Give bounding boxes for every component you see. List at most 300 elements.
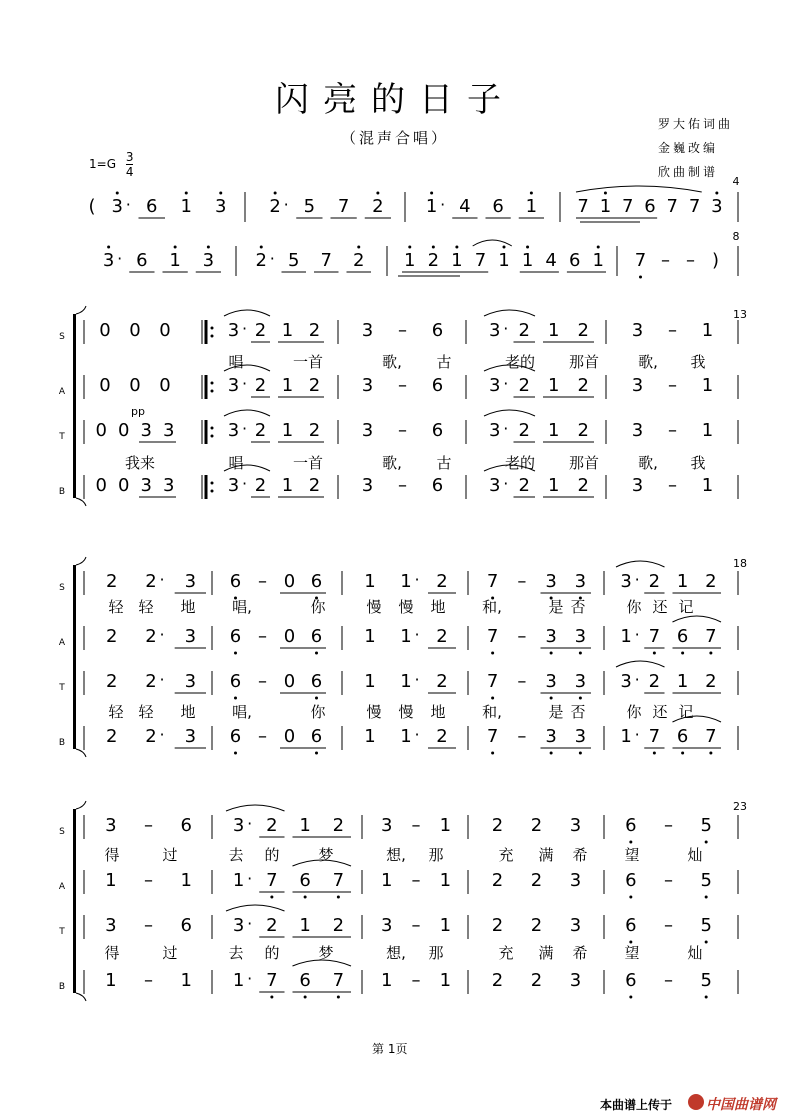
octave-dot — [653, 752, 656, 755]
note: 2 — [518, 375, 530, 396]
octave-dot — [408, 246, 411, 249]
note: – — [686, 250, 695, 271]
note: 1 — [676, 571, 689, 592]
note: – — [517, 671, 527, 692]
note: 0 — [118, 475, 130, 496]
system-bracket — [73, 565, 76, 749]
part-label-t: T — [59, 432, 65, 442]
lyric-soprano: 是 — [548, 598, 564, 616]
note: 2 — [491, 870, 504, 891]
lyric-tenor: 否 — [570, 703, 586, 721]
note: 2 — [491, 815, 504, 836]
note: 1 — [299, 815, 311, 836]
note: 3 — [361, 475, 374, 496]
augmentation-dot: · — [241, 474, 248, 493]
note: 3 — [105, 915, 117, 936]
note: 7 — [486, 671, 499, 692]
lyric-soprano: 你 — [626, 598, 642, 616]
note: 1 — [364, 726, 376, 747]
lyric-tenor: 和, — [482, 703, 502, 721]
note: 3 — [489, 320, 501, 341]
augmentation-dot: · — [125, 195, 131, 214]
bracket-hook — [76, 557, 86, 565]
note: 1 — [400, 626, 412, 647]
octave-dot — [629, 996, 632, 999]
repeat-dot — [211, 490, 214, 493]
note: – — [398, 475, 407, 496]
note: 7 — [705, 726, 717, 747]
lyric-tenor: 望 — [624, 944, 640, 962]
lyric-tenor: 去 — [228, 944, 244, 962]
lyric-soprano: 唱, — [232, 598, 252, 616]
augmentation-dot: · — [159, 725, 165, 744]
octave-dot — [219, 192, 222, 195]
note: 5 — [700, 970, 712, 991]
note: 2 — [530, 815, 543, 836]
note: – — [668, 420, 677, 441]
dynamic-marking: pp — [131, 405, 145, 418]
part-label-a: A — [58, 882, 66, 892]
octave-dot — [430, 192, 433, 195]
augmentation-dot: · — [634, 625, 640, 644]
note: 2 — [145, 726, 157, 747]
note: – — [258, 726, 267, 747]
note: 3 — [574, 626, 587, 647]
note: 6 — [431, 420, 444, 441]
augmentation-dot: · — [269, 249, 275, 268]
note: 2 — [254, 375, 267, 396]
note: 6 — [625, 970, 637, 991]
lyric-soprano: 的 — [264, 846, 280, 864]
octave-dot — [491, 652, 494, 655]
note: – — [398, 420, 407, 441]
lyric-tenor: 梦 — [318, 944, 334, 962]
note: 3 — [232, 915, 245, 936]
lyric-soprano: 过 — [162, 846, 178, 864]
credit-engraver: 欣曲制谱 — [658, 165, 719, 179]
note: 5 — [700, 815, 712, 836]
note: 3 — [140, 420, 152, 441]
note: 2 — [254, 420, 267, 441]
note: 7 — [320, 250, 332, 271]
note: 3 — [569, 970, 582, 991]
note: 5 — [288, 250, 300, 271]
lyric-soprano: 还 — [652, 598, 668, 616]
note: 2 — [308, 320, 321, 341]
note: 7 — [648, 726, 661, 747]
augmentation-dot: · — [247, 969, 253, 988]
note: 2 — [332, 815, 345, 836]
lyric-tenor: 得 — [104, 944, 120, 962]
augmentation-dot: · — [440, 195, 446, 214]
note: – — [664, 870, 673, 891]
repeat-dot — [211, 482, 214, 485]
lyric-soprano: 老的 — [504, 353, 536, 371]
note: 1 — [701, 320, 714, 341]
note: 1 — [620, 626, 632, 647]
slur — [473, 240, 512, 246]
note: 2 — [577, 375, 589, 396]
note: 4 — [459, 196, 471, 217]
octave-dot — [304, 996, 307, 999]
bracket-hook — [76, 749, 86, 757]
part-label-t: T — [59, 927, 65, 937]
note: 3 — [184, 726, 197, 747]
note: 3 — [711, 196, 723, 217]
note: – — [144, 915, 153, 936]
lyric-soprano: 记 — [678, 598, 694, 616]
lyric-tenor: 你 — [626, 703, 642, 721]
note: – — [258, 626, 267, 647]
note: 1 — [425, 196, 438, 217]
note: 2 — [105, 626, 118, 647]
note: 3 — [361, 420, 374, 441]
note: 1 — [400, 671, 412, 692]
note: 6 — [310, 626, 323, 647]
octave-dot — [550, 697, 553, 700]
part-label-s: S — [59, 332, 65, 342]
note: 6 — [431, 475, 444, 496]
note: 2 — [577, 475, 589, 496]
note: 2 — [427, 250, 440, 271]
note: – — [411, 870, 421, 891]
octave-dot — [376, 192, 379, 195]
part-label-a: A — [58, 387, 66, 397]
note: 2 — [372, 196, 384, 217]
augmentation-dot: · — [159, 670, 165, 689]
lyric-soprano: 古 — [436, 353, 452, 371]
note: 2 — [491, 970, 504, 991]
note: 7 — [474, 250, 487, 271]
note: 3 — [105, 815, 117, 836]
lyric-tenor: 满 — [538, 944, 554, 962]
note: 6 — [492, 196, 504, 217]
octave-dot — [116, 192, 119, 195]
note: 2 — [254, 320, 267, 341]
lyric-tenor: 我来 — [124, 454, 156, 472]
note: 3 — [489, 420, 501, 441]
lyric-tenor: 轻 — [138, 703, 154, 721]
note: 1 — [521, 250, 534, 271]
repeat-dot — [211, 390, 214, 393]
note: 6 — [676, 626, 689, 647]
note: 0 — [95, 475, 107, 496]
note: 6 — [625, 815, 637, 836]
note: 3 — [227, 375, 240, 396]
octave-dot — [503, 246, 506, 249]
octave-dot — [550, 652, 553, 655]
lyric-tenor: 歌, — [638, 454, 658, 472]
site-logo-badge — [688, 1094, 704, 1110]
note: 1 — [281, 475, 294, 496]
octave-dot — [526, 246, 529, 249]
lyric-tenor: 你 — [310, 703, 326, 721]
lyric-soprano: 我 — [690, 353, 706, 371]
note: ) — [711, 250, 720, 271]
note: 2 — [648, 571, 661, 592]
note: 1 — [281, 375, 294, 396]
bracket-hook — [76, 306, 86, 314]
note: 5 — [700, 870, 712, 891]
credit-arranger: 金巍改编 — [658, 141, 719, 155]
note: 1 — [281, 320, 294, 341]
upload-source-label: 本曲谱上传于 — [600, 1098, 673, 1112]
augmentation-dot: · — [414, 625, 420, 644]
note: 0 — [283, 571, 296, 592]
note: 1 — [599, 196, 612, 217]
note: 3 — [545, 626, 557, 647]
note: 3 — [184, 671, 197, 692]
note: 2 — [518, 475, 530, 496]
measure-number: 23 — [733, 800, 747, 813]
note: 2 — [308, 375, 321, 396]
note: 3 — [380, 815, 393, 836]
octave-dot — [705, 996, 708, 999]
note: 0 — [95, 420, 107, 441]
lyric-soprano: 满 — [538, 846, 554, 864]
note: – — [411, 815, 421, 836]
note: 6 — [431, 375, 444, 396]
octave-dot — [432, 246, 435, 249]
octave-dot — [530, 192, 533, 195]
note: 3 — [184, 571, 197, 592]
repeat-dot — [211, 327, 214, 330]
key-label: 1=G — [89, 157, 116, 171]
note: 1 — [364, 671, 376, 692]
lyric-tenor: 我 — [690, 454, 706, 472]
note: – — [664, 815, 673, 836]
note: 3 — [631, 475, 644, 496]
note: 1 — [439, 915, 452, 936]
note: 3 — [574, 726, 587, 747]
lyric-soprano: 你 — [310, 598, 326, 616]
note: 7 — [266, 970, 278, 991]
note: 1 — [180, 196, 192, 217]
time-bottom: 4 — [125, 165, 134, 179]
note: – — [668, 475, 677, 496]
note: 7 — [486, 726, 499, 747]
note: 1 — [400, 571, 412, 592]
measure-number: 4 — [732, 175, 740, 188]
lyric-tenor: 唱, — [232, 703, 252, 721]
lyric-tenor: 古 — [436, 454, 452, 472]
lyric-tenor: 那 — [428, 944, 444, 962]
note: 6 — [644, 196, 656, 217]
lyric-soprano: 轻 — [138, 598, 154, 616]
note: 6 — [310, 726, 323, 747]
note: 2 — [518, 420, 530, 441]
lyric-soprano: 那首 — [568, 353, 600, 371]
note: 2 — [105, 571, 118, 592]
note: 1 — [105, 870, 117, 891]
note: 1 — [169, 250, 181, 271]
note: 1 — [701, 420, 714, 441]
note: 1 — [548, 420, 560, 441]
note: 3 — [215, 196, 227, 217]
note: 1 — [451, 250, 463, 271]
slur — [484, 310, 535, 316]
note: 0 — [159, 375, 171, 396]
lyric-tenor: 希 — [572, 944, 588, 962]
octave-dot — [337, 996, 340, 999]
octave-dot — [639, 276, 642, 279]
lyric-soprano: 梦 — [318, 846, 334, 864]
augmentation-dot: · — [414, 670, 420, 689]
note: 3 — [163, 475, 175, 496]
note: 3 — [140, 475, 152, 496]
note: – — [664, 970, 673, 991]
note: 1 — [498, 250, 510, 271]
system-bracket — [73, 809, 76, 993]
note: 3 — [545, 671, 557, 692]
note: 2 — [436, 626, 448, 647]
note: 2 — [530, 870, 543, 891]
lyric-soprano: 否 — [570, 598, 586, 616]
augmentation-dot: · — [503, 319, 509, 338]
note: 3 — [569, 915, 582, 936]
octave-dot — [491, 752, 494, 755]
note: 5 — [700, 915, 712, 936]
note: 0 — [118, 420, 130, 441]
note: 2 — [105, 671, 118, 692]
note: 6 — [229, 626, 242, 647]
note: – — [664, 915, 673, 936]
lyric-soprano: 充 — [498, 846, 514, 864]
octave-dot — [270, 996, 273, 999]
note: 2 — [308, 420, 321, 441]
note: – — [668, 320, 677, 341]
note: 1 — [380, 970, 393, 991]
part-label-b: B — [58, 487, 66, 497]
octave-dot — [579, 697, 582, 700]
note: 3 — [361, 375, 374, 396]
note: – — [661, 250, 670, 271]
note: 7 — [666, 196, 679, 217]
lyric-tenor: 那首 — [568, 454, 600, 472]
note: 0 — [99, 320, 111, 341]
note: 0 — [283, 671, 296, 692]
note: – — [411, 915, 421, 936]
lyric-soprano: 慢 — [366, 598, 382, 616]
note: 1 — [400, 726, 412, 747]
note: 2 — [145, 671, 157, 692]
lyric-tenor: 慢 — [366, 703, 382, 721]
note: 6 — [136, 250, 148, 271]
note: – — [144, 970, 153, 991]
time-top: 3 — [125, 150, 134, 164]
note: 2 — [577, 420, 589, 441]
note: – — [398, 375, 407, 396]
note: 1 — [548, 375, 560, 396]
note: 3 — [202, 250, 215, 271]
repeat-dot — [211, 335, 214, 338]
note: 3 — [574, 571, 587, 592]
lyric-soprano: 希 — [572, 846, 588, 864]
lyric-tenor: 轻 — [108, 703, 124, 721]
note: 2 — [308, 475, 321, 496]
octave-dot — [274, 192, 277, 195]
octave-dot — [357, 246, 360, 249]
octave-dot — [315, 652, 318, 655]
augmentation-dot: · — [159, 625, 165, 644]
note: 1 — [232, 870, 245, 891]
augmentation-dot: · — [503, 419, 509, 438]
note: – — [517, 626, 527, 647]
note: – — [668, 375, 677, 396]
lyric-tenor: 想, — [386, 944, 406, 962]
note: 3 — [232, 815, 245, 836]
lyric-tenor: 唱 — [228, 454, 244, 472]
note: 2 — [255, 250, 267, 271]
note: 6 — [299, 870, 311, 891]
note: 1 — [105, 970, 117, 991]
augmentation-dot: · — [241, 419, 248, 438]
note: 3 — [545, 726, 557, 747]
lyric-tenor: 地 — [430, 703, 446, 721]
note: 7 — [577, 196, 589, 217]
octave-dot — [207, 246, 210, 249]
part-label-s: S — [59, 583, 65, 593]
bracket-hook — [76, 498, 86, 506]
octave-dot — [629, 896, 632, 899]
note: 1 — [701, 475, 714, 496]
note: 1 — [701, 375, 714, 396]
octave-dot — [550, 752, 553, 755]
octave-dot — [234, 652, 237, 655]
note: 3 — [361, 320, 374, 341]
note: 1 — [404, 250, 416, 271]
note: 2 — [436, 571, 448, 592]
note: 3 — [574, 671, 587, 692]
note: 3 — [620, 571, 632, 592]
note: 1 — [676, 671, 689, 692]
slur — [224, 310, 270, 316]
octave-dot — [604, 192, 607, 195]
note: 7 — [266, 870, 278, 891]
note: 6 — [180, 915, 192, 936]
lyric-soprano: 想, — [386, 846, 406, 864]
augmentation-dot: · — [503, 474, 509, 493]
note: 6 — [146, 196, 158, 217]
lyric-soprano: 慢 — [398, 598, 414, 616]
note: 1 — [299, 915, 311, 936]
lyric-tenor: 灿 — [687, 944, 703, 962]
lyric-soprano: 那 — [428, 846, 444, 864]
lyric-tenor: 一首 — [292, 454, 324, 472]
octave-dot — [579, 652, 582, 655]
measure-number: 18 — [733, 557, 747, 570]
slur — [226, 905, 285, 911]
note: 2 — [530, 970, 543, 991]
note: 3 — [111, 196, 123, 217]
augmentation-dot: · — [247, 869, 253, 888]
octave-dot — [315, 697, 318, 700]
note: 1 — [380, 870, 393, 891]
note: 2 — [648, 671, 661, 692]
note: 0 — [283, 726, 296, 747]
note: 7 — [634, 250, 647, 271]
lyric-soprano: 地 — [430, 598, 446, 616]
lyric-soprano: 望 — [624, 846, 640, 864]
note: 6 — [299, 970, 311, 991]
octave-dot — [681, 752, 684, 755]
augmentation-dot: · — [247, 914, 253, 933]
octave-dot — [705, 941, 708, 944]
note: 3 — [545, 571, 557, 592]
lyric-tenor: 老的 — [504, 454, 536, 472]
lyric-tenor: 是 — [548, 703, 564, 721]
note: 2 — [436, 726, 448, 747]
